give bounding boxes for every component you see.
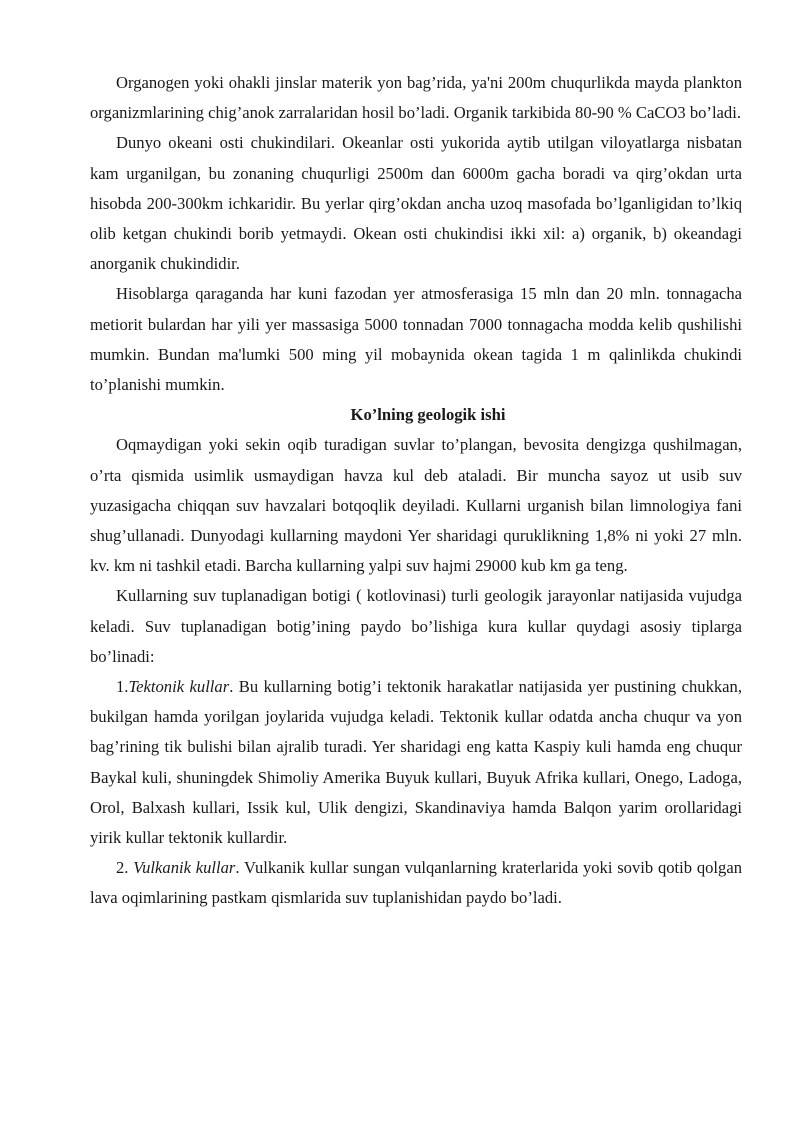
list-item-term: Vulkanik kullar xyxy=(133,858,236,878)
paragraph-organogen: Organogen yoki ohakli jinslar materik yon bag’rida, ya'ni 200m chuqurlikda mayda plankton organizmlarining chig’anok zarralaridan hosil bo’ladi. Organik tarkibida 80-90 % CaCO3 bo’ladi. xyxy=(90,73,742,123)
list-item-tectonic xyxy=(90,672,742,853)
list-item-term: Tektonik kullar xyxy=(128,677,230,697)
paragraph-ocean-sediments: Dunyo okeani osti chukindilari. Okeanlar osti yukorida aytib utilgan viloyatlarga nisbatan kam urganilgan, bu zonaning chuqurligi 2500m dan 6000m gacha boradi va qirg’okdan urta hisobda 200-300km ichkaridir. Bu yerlar qirg’okdan ancha uzoq masofada bo’lganligidan to’lkiq olib ketgan chukindi borib yetmaydi. Okean osti chukindisi ikki xil: a) organik, b) okeandagi anorganik chukindidir. xyxy=(90,133,742,274)
list-item-text: . Bu kullarning botig’i tektonik harakatlar natijasida yer pustining chukkan, bukilgan hamda yorilgan joylarida vujudga keladi. Tektonik kullar odatda ancha chuqur va yon bag’rining tik bulishi bilan ajralib turadi. Yer sharidagi eng katta Kaspiy kuli hamda eng chuqur Baykal kuli, shuningdek Shimoliy Amerika Buyuk kullari, Buyuk Afrika kullari, Onego, Ladoga, Orol, Balxash kullari, Issik kul, Ulik dengizi, Skandinaviya hamda Balqon yarim orollaridagi yirik kullar tektonik kullardir. xyxy=(90,677,742,848)
list-item-number: 1. xyxy=(116,677,129,697)
list-item-volcanic xyxy=(90,853,742,913)
paragraph-lake-definition: Oqmaydigan yoki sekin oqib turadigan suvlar to’plangan, bevosita dengizga qushilmagan, o’rta qismida usimlik usmaydigan havza kul deb ataladi. Bir muncha sayoz ut usib suv yuzasigacha chiqqan suv havzalari botqoqlik deyiladi. Kullarni urganish bilan limnologiya fani shug’ullanadi. Dunyodagi kullarning maydoni Yer sharidagi quruklikning 1,8% ni yoki 27 mln. kv. km ni tashkil etadi. Barcha kullarning yalpi suv hajmi 29000 kub km ga teng. xyxy=(90,435,742,576)
paragraph-lake-basins: Kullarning suv tuplanadigan botigi ( kotlovinasi) turli geologik jarayonlar natijasida vujudga keladi. Suv tuplanadigan botig’ining paydo bo’lishiga kura kullar quydagi asosiy tiplarga bo’linadi: xyxy=(90,586,742,666)
paragraph-meteorites: Hisoblarga qaraganda har kuni fazodan yer atmosferasiga 15 mln dan 20 mln. tonnagacha metiorit bulardan har yili yer massasiga 5000 tonnadan 7000 tonnagacha modda kelib qushilishi mumkin. Bundan ma'lumki 500 ming yil mobaynida okean tagida 1 m qalinlikda chukindi to’planishi mumkin. xyxy=(90,284,742,395)
document-body xyxy=(90,68,742,914)
list-item-number: 2. xyxy=(116,858,134,878)
list-item-text: . Vulkanik kullar sungan vulqanlarning kraterlarida yoki sovib qotib qolgan lava oqimlarining pastkam qismlarida suv tuplanishidan paydo bo’ladi. xyxy=(90,858,742,908)
section-heading: Ko’lning geologik ishi xyxy=(350,405,506,425)
